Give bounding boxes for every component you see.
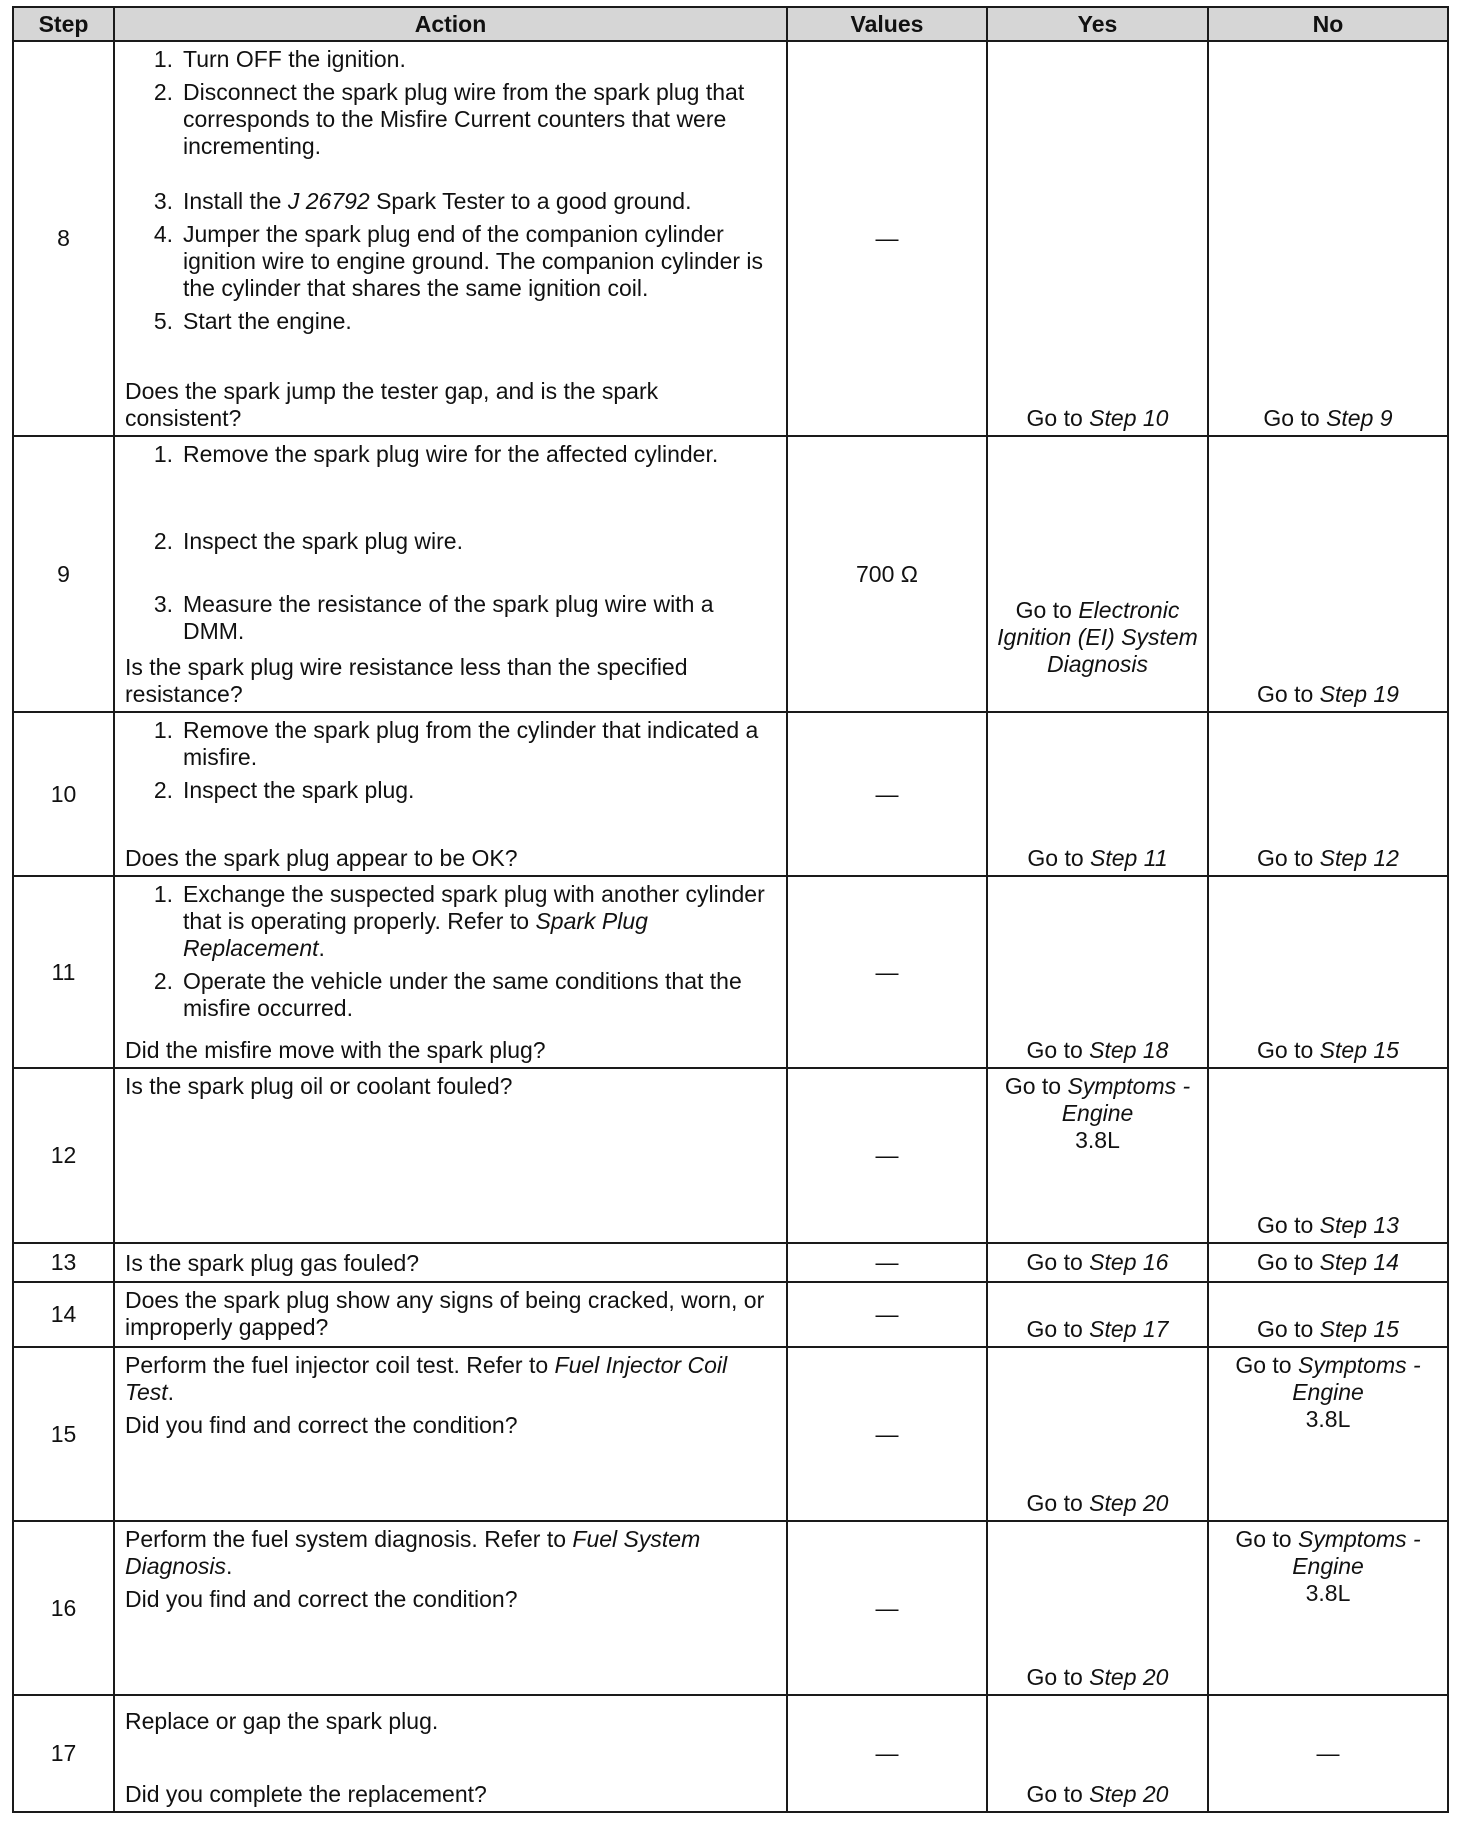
header-action: Action [114, 7, 787, 41]
value-cell: — [787, 1068, 987, 1243]
question-text: Did you complete the replacement? [125, 1781, 487, 1807]
step-number: 12 [13, 1068, 114, 1243]
header-no: No [1208, 7, 1448, 41]
header-step: Step [13, 7, 114, 41]
question-text: Is the spark plug gas fouled? [125, 1249, 420, 1276]
question-text: Did you find and correct the condition? [125, 1412, 518, 1438]
list-item: 4. Jumper the spark plug end of the companion cylinder ignition wire to engine ground. The companion cylinder is the cylinder that shares the same ignition coil. [153, 221, 764, 301]
step-number: 9 [13, 436, 114, 712]
value-cell: — [787, 1243, 987, 1282]
action-cell [114, 1243, 787, 1282]
engine-size: 3.8L [1305, 1580, 1351, 1606]
engine-size: 3.8L [1305, 1406, 1351, 1432]
action-cell [114, 1282, 787, 1347]
question-text: Is the spark plug wire resistance less than the specified resistance? [125, 654, 688, 707]
action-cell [114, 876, 787, 1068]
action-cell [114, 41, 787, 436]
no-link[interactable]: Step 12 [1319, 845, 1399, 871]
list-item: 2. Operate the vehicle under the same conditions that the misfire occurred. [153, 968, 742, 1021]
step-number: 17 [13, 1695, 114, 1812]
action-list [125, 46, 778, 341]
value-cell: — [787, 712, 987, 876]
list-item: 2. Disconnect the spark plug wire from the spark plug that corresponds to the Misfire Current counters that were incrementing. [153, 79, 745, 159]
table-row [13, 1068, 1448, 1243]
yes-cell: Go to Step 17 [987, 1282, 1208, 1347]
list-item: 2. Inspect the spark plug. [153, 777, 415, 803]
instruction-text: Perform the fuel injector coil test. Refer to Fuel Injector Coil Test. [125, 1352, 728, 1405]
yes-cell: Go to Step 20 [987, 1347, 1208, 1521]
list-item: 1. Exchange the suspected spark plug with another cylinder that is operating properly. Refer to Spark Plug Replacement. [153, 881, 765, 961]
question-text: Does the spark jump the tester gap, and is the spark consistent? [125, 378, 659, 431]
list-item: 3. Measure the resistance of the spark plug wire with a DMM. [153, 591, 714, 644]
no-link[interactable]: Symptoms - Engine [1292, 1526, 1421, 1579]
no-cell: — [1208, 1695, 1448, 1812]
no-link[interactable]: Step 13 [1319, 1212, 1399, 1238]
table-row [13, 436, 1448, 712]
step-number: 10 [13, 712, 114, 876]
no-cell: Go to Step 14 [1208, 1243, 1448, 1282]
no-link[interactable]: Step 14 [1319, 1249, 1399, 1275]
no-cell: Go to Step 9 [1208, 41, 1448, 436]
yes-link[interactable]: Step 18 [1089, 1037, 1169, 1063]
list-item: 2. Inspect the spark plug wire. [153, 528, 463, 554]
table-row [13, 1243, 1448, 1282]
header-row [13, 7, 1448, 41]
action-list [125, 717, 778, 810]
yes-link[interactable]: Step 10 [1089, 405, 1169, 431]
action-cell [114, 1521, 787, 1695]
table-row [13, 876, 1448, 1068]
value-cell: — [787, 1282, 987, 1347]
yes-cell: Go to Step 11 [987, 712, 1208, 876]
yes-cell: Go to Step 10 [987, 41, 1208, 436]
no-cell: Go to Step 12 [1208, 712, 1448, 876]
table-row [13, 712, 1448, 876]
value-cell: — [787, 1695, 987, 1812]
yes-link[interactable]: Step 20 [1089, 1781, 1169, 1807]
yes-cell: Go to Step 18 [987, 876, 1208, 1068]
table-row [13, 1695, 1448, 1812]
action-list [125, 441, 778, 651]
value-cell: — [787, 1521, 987, 1695]
table-row [13, 1521, 1448, 1695]
yes-cell: Go to Step 20 [987, 1695, 1208, 1812]
no-cell: Go to Step 19 [1208, 436, 1448, 712]
yes-link[interactable]: Step 20 [1089, 1664, 1169, 1690]
action-cell [114, 436, 787, 712]
reference-link[interactable]: Fuel System Diagnosis [125, 1526, 701, 1579]
question-text: Is the spark plug oil or coolant fouled? [125, 1073, 513, 1099]
value-cell: — [787, 876, 987, 1068]
yes-cell: Go to Step 20 [987, 1521, 1208, 1695]
engine-size: 3.8L [1075, 1127, 1120, 1153]
table-row [13, 1282, 1448, 1347]
action-list [125, 881, 778, 1028]
question-text: Does the spark plug appear to be OK? [125, 845, 518, 871]
no-cell: Go to Symptoms - Engine 3.8L [1208, 1521, 1448, 1695]
yes-cell: Go to Electronic Ignition (EI) System Diagnosis [987, 436, 1208, 712]
value-cell: — [787, 1347, 987, 1521]
yes-link[interactable]: Step 20 [1089, 1490, 1169, 1516]
yes-cell: Go to Step 16 [987, 1243, 1208, 1282]
no-cell: Go to Step 15 [1208, 1282, 1448, 1347]
table-row [13, 1347, 1448, 1521]
header-yes: Yes [987, 7, 1208, 41]
list-item: 1. Remove the spark plug from the cylinder that indicated a misfire. [153, 717, 759, 770]
list-item: 3. Install the J 26792 Spark Tester to a good ground. [153, 188, 692, 214]
question-text: Did you find and correct the condition? [125, 1586, 518, 1612]
reference-link[interactable]: Fuel Injector Coil Test [125, 1352, 728, 1405]
no-link[interactable]: Step 15 [1319, 1037, 1399, 1063]
step-number: 15 [13, 1347, 114, 1521]
no-cell: Go to Step 15 [1208, 876, 1448, 1068]
action-cell [114, 1695, 787, 1812]
no-cell: Go to Symptoms - Engine 3.8L [1208, 1347, 1448, 1521]
no-link[interactable]: Symptoms - Engine [1292, 1352, 1421, 1405]
action-cell [114, 712, 787, 876]
list-item: 5. Start the engine. [153, 308, 352, 334]
step-number: 8 [13, 41, 114, 436]
yes-link[interactable]: Step 16 [1089, 1249, 1169, 1275]
table-row [13, 41, 1448, 436]
no-link[interactable]: Step 9 [1326, 405, 1393, 431]
no-link[interactable]: Step 19 [1319, 681, 1399, 707]
question-text: Does the spark plug show any signs of being cracked, worn, or improperly gapped? [125, 1287, 765, 1340]
yes-link[interactable]: Symptoms - Engine [1061, 1073, 1191, 1126]
question-text: Did the misfire move with the spark plug? [125, 1037, 546, 1063]
value-cell: 700 Ω [787, 436, 987, 712]
instruction-text: Perform the fuel system diagnosis. Refer to Fuel System Diagnosis. [125, 1526, 701, 1579]
no-link[interactable]: Step 15 [1319, 1316, 1399, 1342]
list-item: 1. Remove the spark plug wire for the affected cylinder. [153, 441, 719, 467]
step-number: 16 [13, 1521, 114, 1695]
instruction-text: Replace or gap the spark plug. [125, 1708, 439, 1734]
value-cell: — [787, 41, 987, 436]
action-cell [114, 1347, 787, 1521]
step-number: 13 [13, 1243, 114, 1282]
yes-link[interactable]: Electronic Ignition (EI) System Diagnosis [997, 597, 1198, 677]
yes-link[interactable]: Step 17 [1089, 1316, 1169, 1342]
action-cell [114, 1068, 787, 1243]
yes-cell: Go to Symptoms - Engine 3.8L [987, 1068, 1208, 1243]
diagnostic-table [12, 6, 1449, 1813]
list-item: 1. Turn OFF the ignition. [153, 46, 406, 72]
yes-link[interactable]: Step 11 [1090, 845, 1168, 871]
header-values: Values [787, 7, 987, 41]
step-number: 14 [13, 1282, 114, 1347]
step-number: 11 [13, 876, 114, 1068]
no-cell: Go to Step 13 [1208, 1068, 1448, 1243]
